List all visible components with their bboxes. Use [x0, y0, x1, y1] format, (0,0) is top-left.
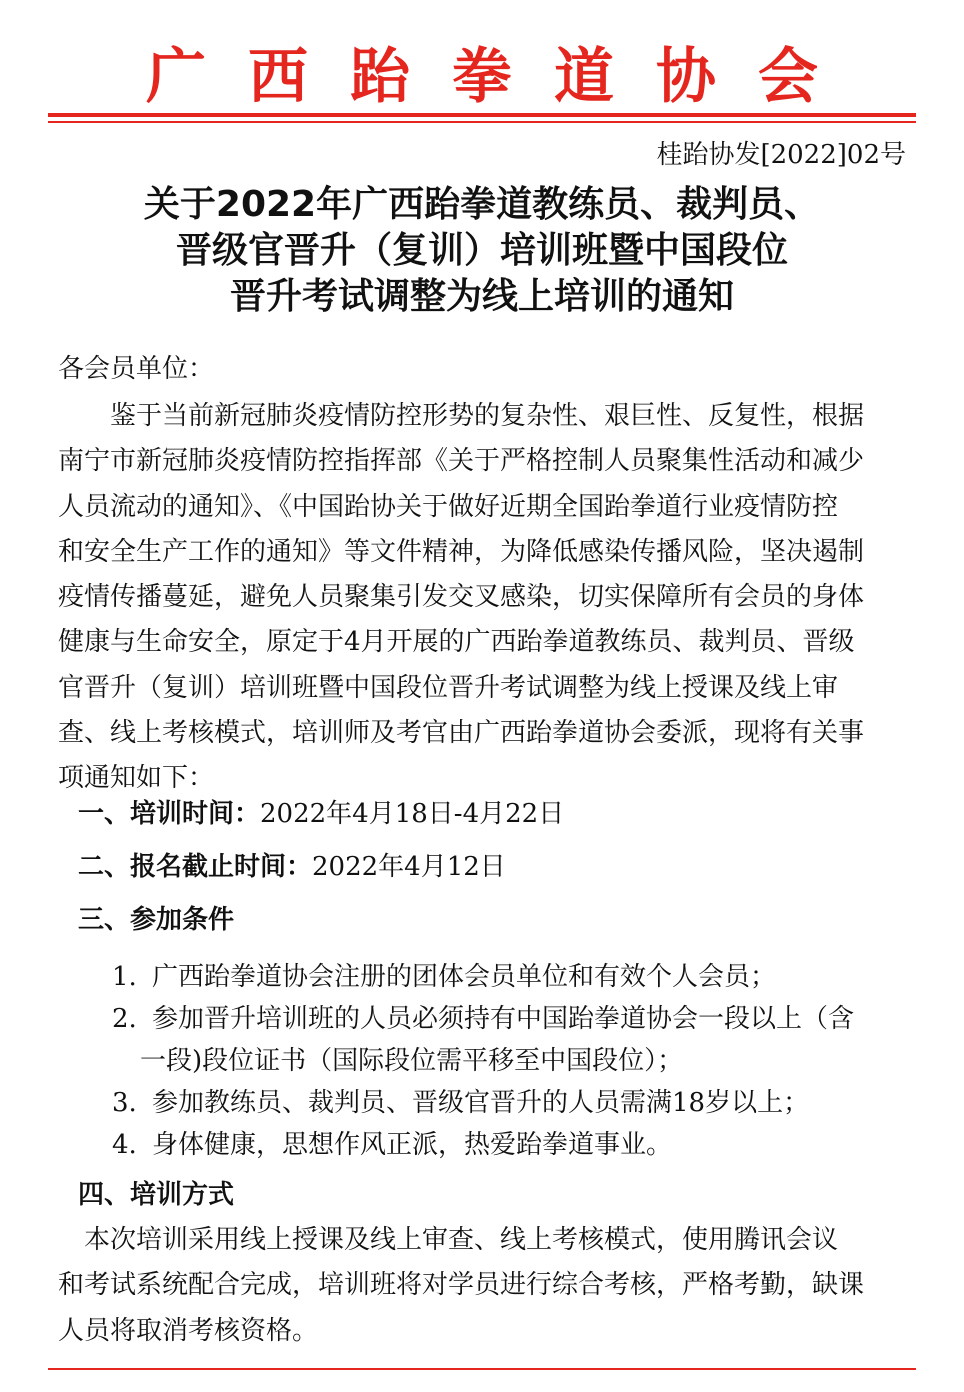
title-line: 关于2022年广西跆拳道教练员、裁判员、 [143, 184, 821, 225]
intro-paragraph [58, 394, 904, 802]
title-line: 晋升考试调整为线上培训的通知 [229, 276, 734, 317]
title-line: 晋级官晋升（复训）培训班暨中国段位 [175, 230, 788, 271]
document-number: 桂跆协发[2022]02号 [656, 140, 906, 170]
section-value: 2022年4月12日 [312, 852, 506, 882]
paragraph-line: 项通知如下： [58, 763, 215, 794]
header-divider-thin [48, 121, 916, 123]
list-item [112, 1082, 902, 1124]
salutation: 各会员单位： [58, 354, 215, 384]
section-label: 一、培训时间： [78, 799, 261, 829]
section-registration-deadline [78, 850, 506, 884]
org-name-char: 跆 [350, 42, 410, 112]
paragraph-line: 查、线上考核模式，培训师及考官由广西跆拳道协会委派，现将有关事 [58, 718, 865, 749]
list-item-text: 广西跆拳道协会注册的团体会员单位和有效个人会员； [152, 962, 777, 992]
paragraph-line: 疫情传播蔓延，避免人员聚集引发交叉感染，切实保障所有会员的身体 [58, 582, 865, 613]
section-label: 三、参加条件 [78, 905, 235, 935]
org-letterhead [60, 42, 904, 112]
paragraph-line: 人员流动的通知》、《中国跆协关于做好近期全国跆拳道行业疫情防控 [58, 491, 839, 522]
list-item-number: 3. [112, 1088, 137, 1118]
org-name-char: 协 [656, 42, 716, 112]
method-paragraph [58, 1218, 904, 1354]
list-item-text: 参加教练员、裁判员、晋级官晋升的人员需满18岁以上； [152, 1088, 810, 1118]
section-value: 2022年4月18日-4月22日 [260, 799, 565, 829]
paragraph-line: 鉴于当前新冠肺炎疫情防控形势的复杂性、艰巨性、反复性，根据 [58, 401, 865, 431]
org-name-char: 西 [248, 42, 308, 112]
list-item [112, 998, 902, 1040]
section-label: 四、培训方式 [78, 1180, 235, 1210]
header-divider [48, 113, 916, 117]
list-item-number: 1. [112, 962, 137, 992]
section-conditions [78, 903, 234, 937]
paragraph-line: 人员将取消考核资格。 [58, 1315, 319, 1346]
list-item-text: 参加晋升培训班的人员必须持有中国跆拳道协会一段以上（含 [152, 1004, 855, 1034]
list-item-number: 4. [112, 1130, 137, 1160]
conditions-list [112, 956, 902, 1166]
document-title [60, 182, 904, 320]
list-item-text: 身体健康，思想作风正派，热爱跆拳道事业。 [152, 1130, 673, 1160]
section-label: 二、报名截止时间： [78, 852, 313, 882]
paragraph-line: 南宁市新冠肺炎疫情防控指挥部《关于严格控制人员聚集性活动和减少 [58, 446, 865, 477]
org-name-char: 广 [146, 42, 206, 112]
paragraph-line: 本次培训采用线上授课及线上审查、线上考核模式，使用腾讯会议 [58, 1225, 839, 1255]
paragraph-line: 和考试系统配合完成，培训班将对学员进行综合考核，严格考勤，缺课 [58, 1270, 865, 1301]
list-item-continuation [112, 1040, 902, 1082]
org-name-char: 拳 [452, 42, 512, 112]
list-item [112, 956, 902, 998]
list-item-text: 一段)段位证书（国际段位需平移至中国段位）； [140, 1046, 684, 1076]
section-training-time [78, 797, 564, 831]
paragraph-line: 健康与生命安全，原定于4月开展的广西跆拳道教练员、裁判员、晋级 [58, 627, 855, 658]
org-name-char: 道 [554, 42, 614, 112]
list-item-number: 2. [112, 1004, 137, 1034]
footer-divider [48, 1368, 916, 1370]
org-name-char: 会 [758, 42, 818, 112]
paragraph-line: 和安全生产工作的通知》等文件精神，为降低感染传播风险，坚决遏制 [58, 536, 865, 567]
paragraph-line: 官晋升（复训）培训班暨中国段位晋升考试调整为线上授课及线上审 [58, 672, 839, 703]
section-training-method [78, 1178, 234, 1212]
list-item [112, 1124, 902, 1166]
